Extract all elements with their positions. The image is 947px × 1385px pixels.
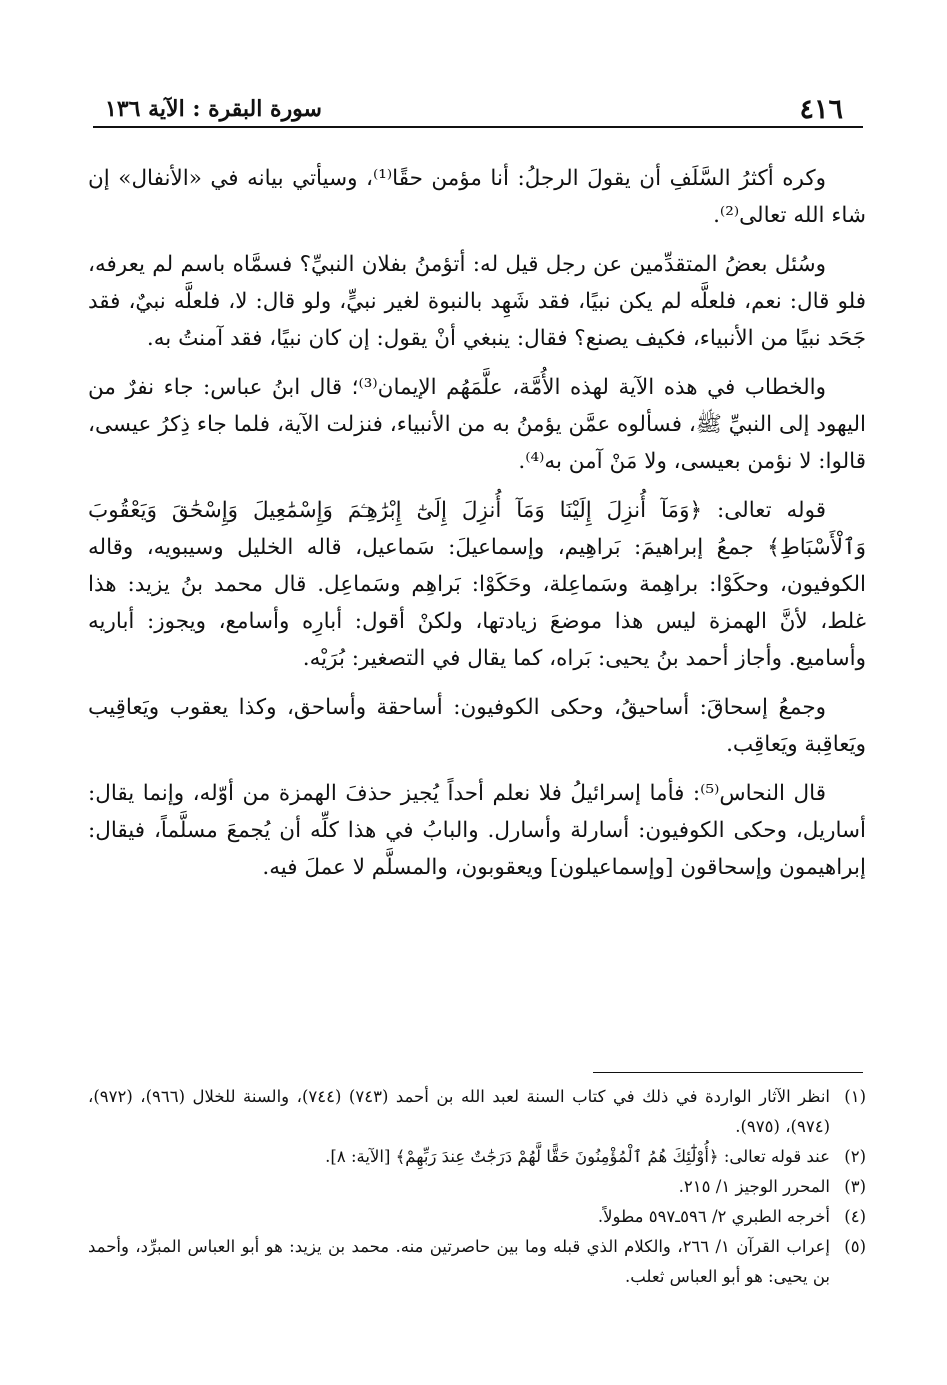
paragraph-text: وكره أكثرُ السَّلَفِ أن يقولَ الرجلُ: أنا مؤمن حقًا⁽¹⁾، وسيأتي بيانه في «الأنفال» إن شاء الله تعالى⁽²⁾. (88, 166, 866, 228)
paragraph-text: قوله تعالى: ﴿وَمَآ أُنزِلَ إِلَيْنَا وَمَآ أُنزِلَ إِلَىٰٓ إِبْرَٰهِـۧمَ وَإِسْمَٰعِيلَ وَإِسْحَٰقَ وَيَعْقُوبَ وَٱلْأَسْبَاطِ﴾ جمعُ إبراهيمَ: بَراهِيم، وإسماعيلَ: سَماعيل، قاله الخليل وسيبويه، وقاله الكوفيون، وحكَوْا: براهِمة وسَماعِلة، وحَكَوْا: بَراهِم وسَماعِل. قال محمد بنُ يزيد: هذا غلط، لأنَّ الهمزة ليس هذا موضعَ زيادتها، ولكنْ أقول: أبارِه وأسامع، ويجوز: أباريه وأساميع. وأجاز أحمد بنُ يحيى: بَراه، كما يقال في التصغير: بُرَيْه. (88, 498, 866, 671)
paragraph-text: والخطاب في هذه الآية لهذه الأُمَّة، علَّمَهُم الإيمان⁽³⁾؛ قال ابنُ عباس: جاء نفرٌ من اليهود إلى النبيِّ ﷺ، فسألوه عمَّن يؤمنُ به من الأنبياء، فنزلت الآية، فلما جاء ذِكرُ عيسى، قالوا: لا نؤمن بعيسى، ولا مَنْ آمن به⁽⁴⁾. (88, 375, 866, 474)
footnote-number: (٢) (844, 1147, 866, 1166)
running-title: سورة البقرة : الآية ١٣٦ (105, 96, 322, 122)
paragraph (88, 160, 866, 234)
paragraph (88, 492, 866, 677)
paragraph (88, 246, 866, 357)
page-header (93, 92, 863, 126)
header-divider (93, 126, 863, 128)
footnote-number: (٤) (844, 1207, 866, 1226)
main-text (88, 160, 866, 898)
footnote-text: المحرر الوجيز ١/ ٢١٥. (678, 1177, 830, 1196)
page-number: ٤١٦ (799, 94, 843, 125)
paragraph-text: وجمعُ إسحاقَ: أساحيقُ، وحكى الكوفيون: أساحقة وأساحق، وكذا يعقوب ويَعاقِيب ويَعاقِبة ويَعاقِب. (88, 695, 866, 757)
footnote-number: (٣) (844, 1177, 866, 1196)
footnote (88, 1142, 866, 1172)
footnote-text: انظر الآثار الواردة في ذلك في كتاب السنة لعبد الله بن أحمد (٧٤٣) (٧٤٤)، والسنة للخلال (٩٦٦)، (٩٧٢)، (٩٧٤)، (٩٧٥). (88, 1087, 830, 1136)
paragraph (88, 689, 866, 763)
paragraph (88, 369, 866, 480)
footnote-number: (١) (844, 1087, 866, 1106)
footnote (88, 1172, 866, 1202)
footnote (88, 1082, 866, 1142)
footnote-divider (593, 1072, 863, 1073)
footnote-text: إعراب القرآن ١/ ٢٦٦، والكلام الذي قبله وما بين حاصرتين منه. محمد بن يزيد: هو أبو العباس المبرِّد، وأحمد بن يحيى: هو أبو العباس ثعلب. (88, 1237, 830, 1286)
footnote-number: (٥) (844, 1237, 866, 1256)
footnote (88, 1232, 866, 1292)
footnotes (88, 1082, 866, 1292)
footnote (88, 1202, 866, 1232)
footnote-text: أخرجه الطبري ٢/ ٥٩٦ـ٥٩٧ مطولاً. (597, 1207, 830, 1226)
footnote-text: عند قوله تعالى: ﴿أُوْلَٰٓئِكَ هُمُ ٱلْمُؤْمِنُونَ حَقًّا لَّهُمْ دَرَجَٰتٌ عِندَ رَبِّهِمْ﴾ [الآية: ٨]. (325, 1147, 830, 1166)
paragraph-text: وسُئل بعضُ المتقدِّمين عن رجل قيل له: أتؤمنُ بفلان النبيِّ؟ فسمَّاه باسم لم يعرفه، فلو قال: نعم، فلعلَّه لم يكن نبيًا، فقد شَهِد بالنبوة لغير نبيٍّ، ولو قال: لا، فلعلَّه نبيٌ، فقد جَحَد نبيًا من الأنبياء، فكيف يصنع؟ فقال: ينبغي أنْ يقول: إن كان نبيًا، فقد آمنتُ به. (88, 252, 866, 351)
paragraph (88, 775, 866, 886)
paragraph-text: قال النحاس⁽⁵⁾: فأما إسرائيلُ فلا نعلم أحداً يُجيز حذفَ الهمزة من أوّله، وإنما يقال: أساريل، وحكى الكوفيون: أسارلة وأسارل. والبابُ في هذا كلِّه أن يُجمعَ مسلَّماً، فيقال: إبراهيمون وإسحاقون [وإسماعيلون] ويعقوبون، والمسلَّم لا عملَ فيه. (88, 781, 866, 880)
